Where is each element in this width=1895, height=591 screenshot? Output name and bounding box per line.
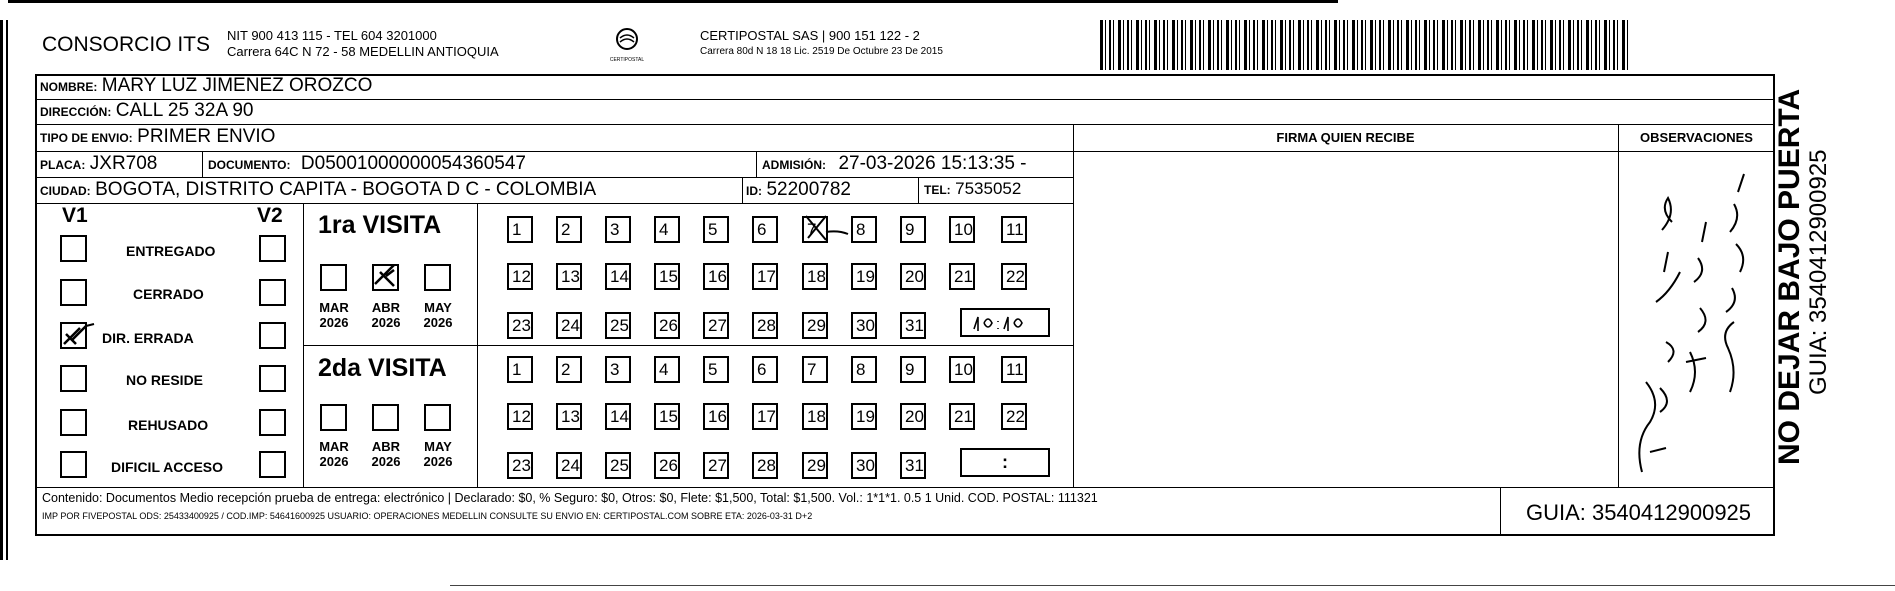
tel-value: 7535052 bbox=[955, 179, 1022, 198]
day-box-11[interactable]: 11 bbox=[1001, 216, 1027, 243]
barcode bbox=[1100, 20, 1630, 70]
v1-label: V1 bbox=[62, 204, 88, 227]
documento-label: DOCUMENTO: bbox=[208, 158, 291, 172]
nombre-row bbox=[40, 75, 372, 97]
day-box-16[interactable]: 16 bbox=[703, 403, 729, 430]
company-name: CONSORCIO ITS bbox=[42, 33, 211, 56]
observaciones-label: OBSERVACIONES bbox=[1640, 130, 1753, 145]
day-box-1[interactable]: 1 bbox=[507, 216, 533, 243]
visit1-month-may-label: MAY 2026 bbox=[423, 300, 453, 330]
company-line1: NIT 900 413 115 - TEL 604 3201000 bbox=[227, 28, 437, 43]
day-box-26[interactable]: 26 bbox=[654, 312, 680, 339]
tipo-label: TIPO DE ENVIO: bbox=[40, 131, 133, 145]
postal-logo-icon bbox=[613, 26, 641, 52]
certi-line2: Carrera 80d N 18 18 Lic. 2519 De Octubre 23 De 2015 bbox=[700, 46, 943, 57]
day-box-22[interactable]: 22 bbox=[1001, 263, 1027, 290]
handwritten-check-mark bbox=[372, 262, 402, 292]
placa-row bbox=[40, 153, 157, 175]
day-box-12[interactable]: 12 bbox=[507, 403, 533, 430]
company-line2: Carrera 64C N 72 - 58 MEDELLIN ANTIOQUIA bbox=[227, 44, 499, 59]
day-box-28[interactable]: 28 bbox=[752, 452, 778, 479]
day-box-7[interactable]: 7 bbox=[802, 216, 828, 243]
day-box-31[interactable]: 31 bbox=[900, 452, 926, 479]
visit2-time-box[interactable] bbox=[960, 448, 1050, 477]
side-vertical-text bbox=[1774, 65, 1874, 465]
visit1-month-mar-label: MAR 2026 bbox=[319, 300, 349, 330]
day-box-19[interactable]: 19 bbox=[851, 403, 877, 430]
v2-checkbox-dificil-acceso[interactable] bbox=[259, 451, 286, 478]
handwritten-time bbox=[970, 311, 1040, 336]
visit1-month-abr-box[interactable] bbox=[372, 264, 399, 291]
v2-checkbox-cerrado[interactable] bbox=[259, 279, 286, 306]
day-box-4[interactable]: 4 bbox=[654, 356, 680, 383]
visit2-month-abr-label: ABR 2026 bbox=[371, 439, 401, 469]
day-box-13[interactable]: 13 bbox=[556, 403, 582, 430]
v1-checkbox-cerrado[interactable] bbox=[60, 279, 87, 306]
direccion-label: DIRECCIÓN: bbox=[40, 105, 112, 119]
status-label-cerrado: CERRADO bbox=[133, 286, 204, 302]
day-box-30[interactable]: 30 bbox=[851, 312, 877, 339]
day-box-17[interactable]: 17 bbox=[752, 403, 778, 430]
tipo-value: PRIMER ENVIO bbox=[137, 126, 276, 147]
day-box-5[interactable]: 5 bbox=[703, 216, 729, 243]
day-box-15[interactable]: 15 bbox=[654, 263, 680, 290]
day-box-23[interactable]: 23 bbox=[507, 312, 533, 339]
day-box-31[interactable]: 31 bbox=[900, 312, 926, 339]
day-box-20[interactable]: 20 bbox=[900, 403, 926, 430]
footer-guia: GUIA: 3540412900925 bbox=[1525, 500, 1752, 525]
observaciones-area[interactable] bbox=[1620, 152, 1774, 486]
v2-checkbox-no-reside[interactable] bbox=[259, 365, 286, 392]
day-box-16[interactable]: 16 bbox=[703, 263, 729, 290]
signature-area[interactable] bbox=[1075, 152, 1617, 486]
nombre-label: NOMBRE: bbox=[40, 80, 98, 94]
day-box-25[interactable]: 25 bbox=[605, 452, 631, 479]
handwritten-day-mark bbox=[800, 212, 840, 246]
day-box-9[interactable]: 9 bbox=[900, 356, 926, 383]
nombre-value: MARY LUZ JIMENEZ OROZCO bbox=[101, 75, 373, 96]
status-label-rehusado: REHUSADO bbox=[128, 417, 209, 433]
footer-line2: IMP POR FIVEPOSTAL ODS: 25433400925 / COD.IMP: 54641600925 USUARIO: OPERACIONES MEDELLIN CONSULTE SU ENVIO EN: CERTIPOSTAL.COM SOBRE ETA: 2026-03-31 D+2 bbox=[42, 511, 813, 521]
v2-checkbox-dir-errada[interactable] bbox=[259, 322, 286, 349]
day-box-8[interactable]: 8 bbox=[851, 216, 877, 243]
day-box-17[interactable]: 17 bbox=[752, 263, 778, 290]
bottom-edge-line bbox=[450, 585, 1895, 586]
footer-line1: Contenido: Documentos Medio recepción prueba de entrega: electrónico | Declarado: $0, % Seguro: $0, Otros: $0, Flete: $1,500, Total: $1,500. Vol.: 1*1*1. 0.5 1 Unid. COD. POSTAL: 111321 bbox=[42, 491, 1098, 505]
day-box-27[interactable]: 27 bbox=[703, 312, 729, 339]
visit2-month-abr-box[interactable] bbox=[372, 404, 399, 431]
day-box-3[interactable]: 3 bbox=[605, 356, 631, 383]
tel-row bbox=[924, 179, 1021, 199]
visit1-time-box[interactable] bbox=[960, 308, 1050, 337]
handwritten-observation bbox=[1620, 152, 1774, 486]
v2-checkbox-rehusado[interactable] bbox=[259, 409, 286, 436]
day-box-21[interactable]: 21 bbox=[949, 403, 975, 430]
visit2-time-value: : bbox=[1002, 452, 1008, 472]
day-box-24[interactable]: 24 bbox=[556, 312, 582, 339]
v1-checkbox-dir-errada[interactable] bbox=[60, 322, 87, 349]
status-label-entregado: ENTREGADO bbox=[126, 243, 216, 259]
visit1-month-abr-label: ABR 2026 bbox=[371, 300, 401, 330]
tipo-row bbox=[40, 126, 275, 148]
day-box-26[interactable]: 26 bbox=[654, 452, 680, 479]
firma-label: FIRMA QUIEN RECIBE bbox=[1276, 130, 1415, 145]
ciudad-label: CIUDAD: bbox=[40, 184, 91, 198]
status-label-dificil-acceso: DIFICIL ACCESO bbox=[111, 459, 224, 475]
ciudad-value: BOGOTA, DISTRITO CAPITA - BOGOTA D C - COLOMBIA bbox=[95, 179, 597, 200]
day-box-14[interactable]: 14 bbox=[605, 263, 631, 290]
day-box-24[interactable]: 24 bbox=[556, 452, 582, 479]
visit1-title: 1ra VISITA bbox=[318, 211, 442, 239]
day-box-18[interactable]: 18 bbox=[802, 263, 828, 290]
day-box-11[interactable]: 11 bbox=[1001, 356, 1027, 383]
day-box-22[interactable]: 22 bbox=[1001, 403, 1027, 430]
visit1-month-mar-box[interactable] bbox=[320, 264, 347, 291]
visit2-month-may-box[interactable] bbox=[424, 404, 451, 431]
admision-label: ADMISIÓN: bbox=[762, 158, 826, 172]
visit2-title: 2da VISITA bbox=[318, 354, 447, 382]
documento-row bbox=[208, 153, 526, 175]
day-box-13[interactable]: 13 bbox=[556, 263, 582, 290]
day-box-1[interactable]: 1 bbox=[507, 356, 533, 383]
id-label: ID: bbox=[746, 184, 762, 198]
day-box-4[interactable]: 4 bbox=[654, 216, 680, 243]
v1-checkbox-entregado[interactable] bbox=[60, 235, 87, 262]
day-box-6[interactable]: 6 bbox=[752, 356, 778, 383]
day-box-19[interactable]: 19 bbox=[851, 263, 877, 290]
documento-value: D05001000000054360547 bbox=[300, 153, 526, 174]
v2-label: V2 bbox=[257, 204, 283, 227]
day-box-2[interactable]: 2 bbox=[556, 356, 582, 383]
logo-caption: CERTIPOSTAL bbox=[609, 57, 645, 63]
day-box-29[interactable]: 29 bbox=[802, 312, 828, 339]
day-box-28[interactable]: 28 bbox=[752, 312, 778, 339]
day-box-2[interactable]: 2 bbox=[556, 216, 582, 243]
top-edge-line bbox=[8, 0, 1338, 3]
day-box-29[interactable]: 29 bbox=[802, 452, 828, 479]
day-box-8[interactable]: 8 bbox=[851, 356, 877, 383]
day-box-18[interactable]: 18 bbox=[802, 403, 828, 430]
admision-row bbox=[762, 153, 1027, 175]
ciudad-row bbox=[40, 179, 596, 201]
day-box-7[interactable]: 7 bbox=[802, 356, 828, 383]
day-box-23[interactable]: 23 bbox=[507, 452, 533, 479]
status-label-no-reside: NO RESIDE bbox=[126, 372, 204, 388]
day-box-27[interactable]: 27 bbox=[703, 452, 729, 479]
day-box-10[interactable]: 10 bbox=[949, 216, 975, 243]
day-box-10[interactable]: 10 bbox=[949, 356, 975, 383]
side-guia: GUIA: 3540412900925 bbox=[1805, 149, 1832, 395]
no-dejar-bajo-puerta: NO DEJAR BAJO PUERTA bbox=[1773, 88, 1806, 465]
certipostal-logo bbox=[602, 26, 652, 63]
status-label-dir-errada: DIR. ERRADA bbox=[102, 330, 194, 346]
day-box-6[interactable]: 6 bbox=[752, 216, 778, 243]
id-value: 52200782 bbox=[766, 179, 851, 200]
visit2-month-may-label: MAY 2026 bbox=[423, 439, 453, 469]
v2-checkbox-entregado[interactable] bbox=[259, 235, 286, 262]
visit2-month-mar-label: MAR 2026 bbox=[319, 439, 349, 469]
admision-value: 27-03-2026 15:13:35 - bbox=[838, 153, 1027, 174]
day-box-14[interactable]: 14 bbox=[605, 403, 631, 430]
tel-label: TEL: bbox=[924, 183, 951, 197]
v1-checkbox-dificil-acceso[interactable] bbox=[60, 451, 87, 478]
day-box-9[interactable]: 9 bbox=[900, 216, 926, 243]
handwritten-check-mark bbox=[60, 320, 90, 347]
v1-checkbox-rehusado[interactable] bbox=[60, 409, 87, 436]
day-box-12[interactable]: 12 bbox=[507, 263, 533, 290]
day-box-3[interactable]: 3 bbox=[605, 216, 631, 243]
direccion-value: CALL 25 32A 90 bbox=[115, 100, 254, 121]
day-box-25[interactable]: 25 bbox=[605, 312, 631, 339]
certi-line1: CERTIPOSTAL SAS | 900 151 122 - 2 bbox=[700, 28, 920, 43]
id-row bbox=[746, 179, 851, 201]
day-box-20[interactable]: 20 bbox=[900, 263, 926, 290]
placa-label: PLACA: bbox=[40, 158, 86, 172]
direccion-row bbox=[40, 100, 253, 122]
day-box-21[interactable]: 21 bbox=[949, 263, 975, 290]
visit2-month-mar-box[interactable] bbox=[320, 404, 347, 431]
day-box-5[interactable]: 5 bbox=[703, 356, 729, 383]
left-edge-bar bbox=[0, 20, 8, 560]
placa-value: JXR708 bbox=[89, 153, 158, 174]
visit1-month-may-box[interactable] bbox=[424, 264, 451, 291]
day-box-15[interactable]: 15 bbox=[654, 403, 680, 430]
v1-checkbox-no-reside[interactable] bbox=[60, 365, 87, 392]
day-box-30[interactable]: 30 bbox=[851, 452, 877, 479]
